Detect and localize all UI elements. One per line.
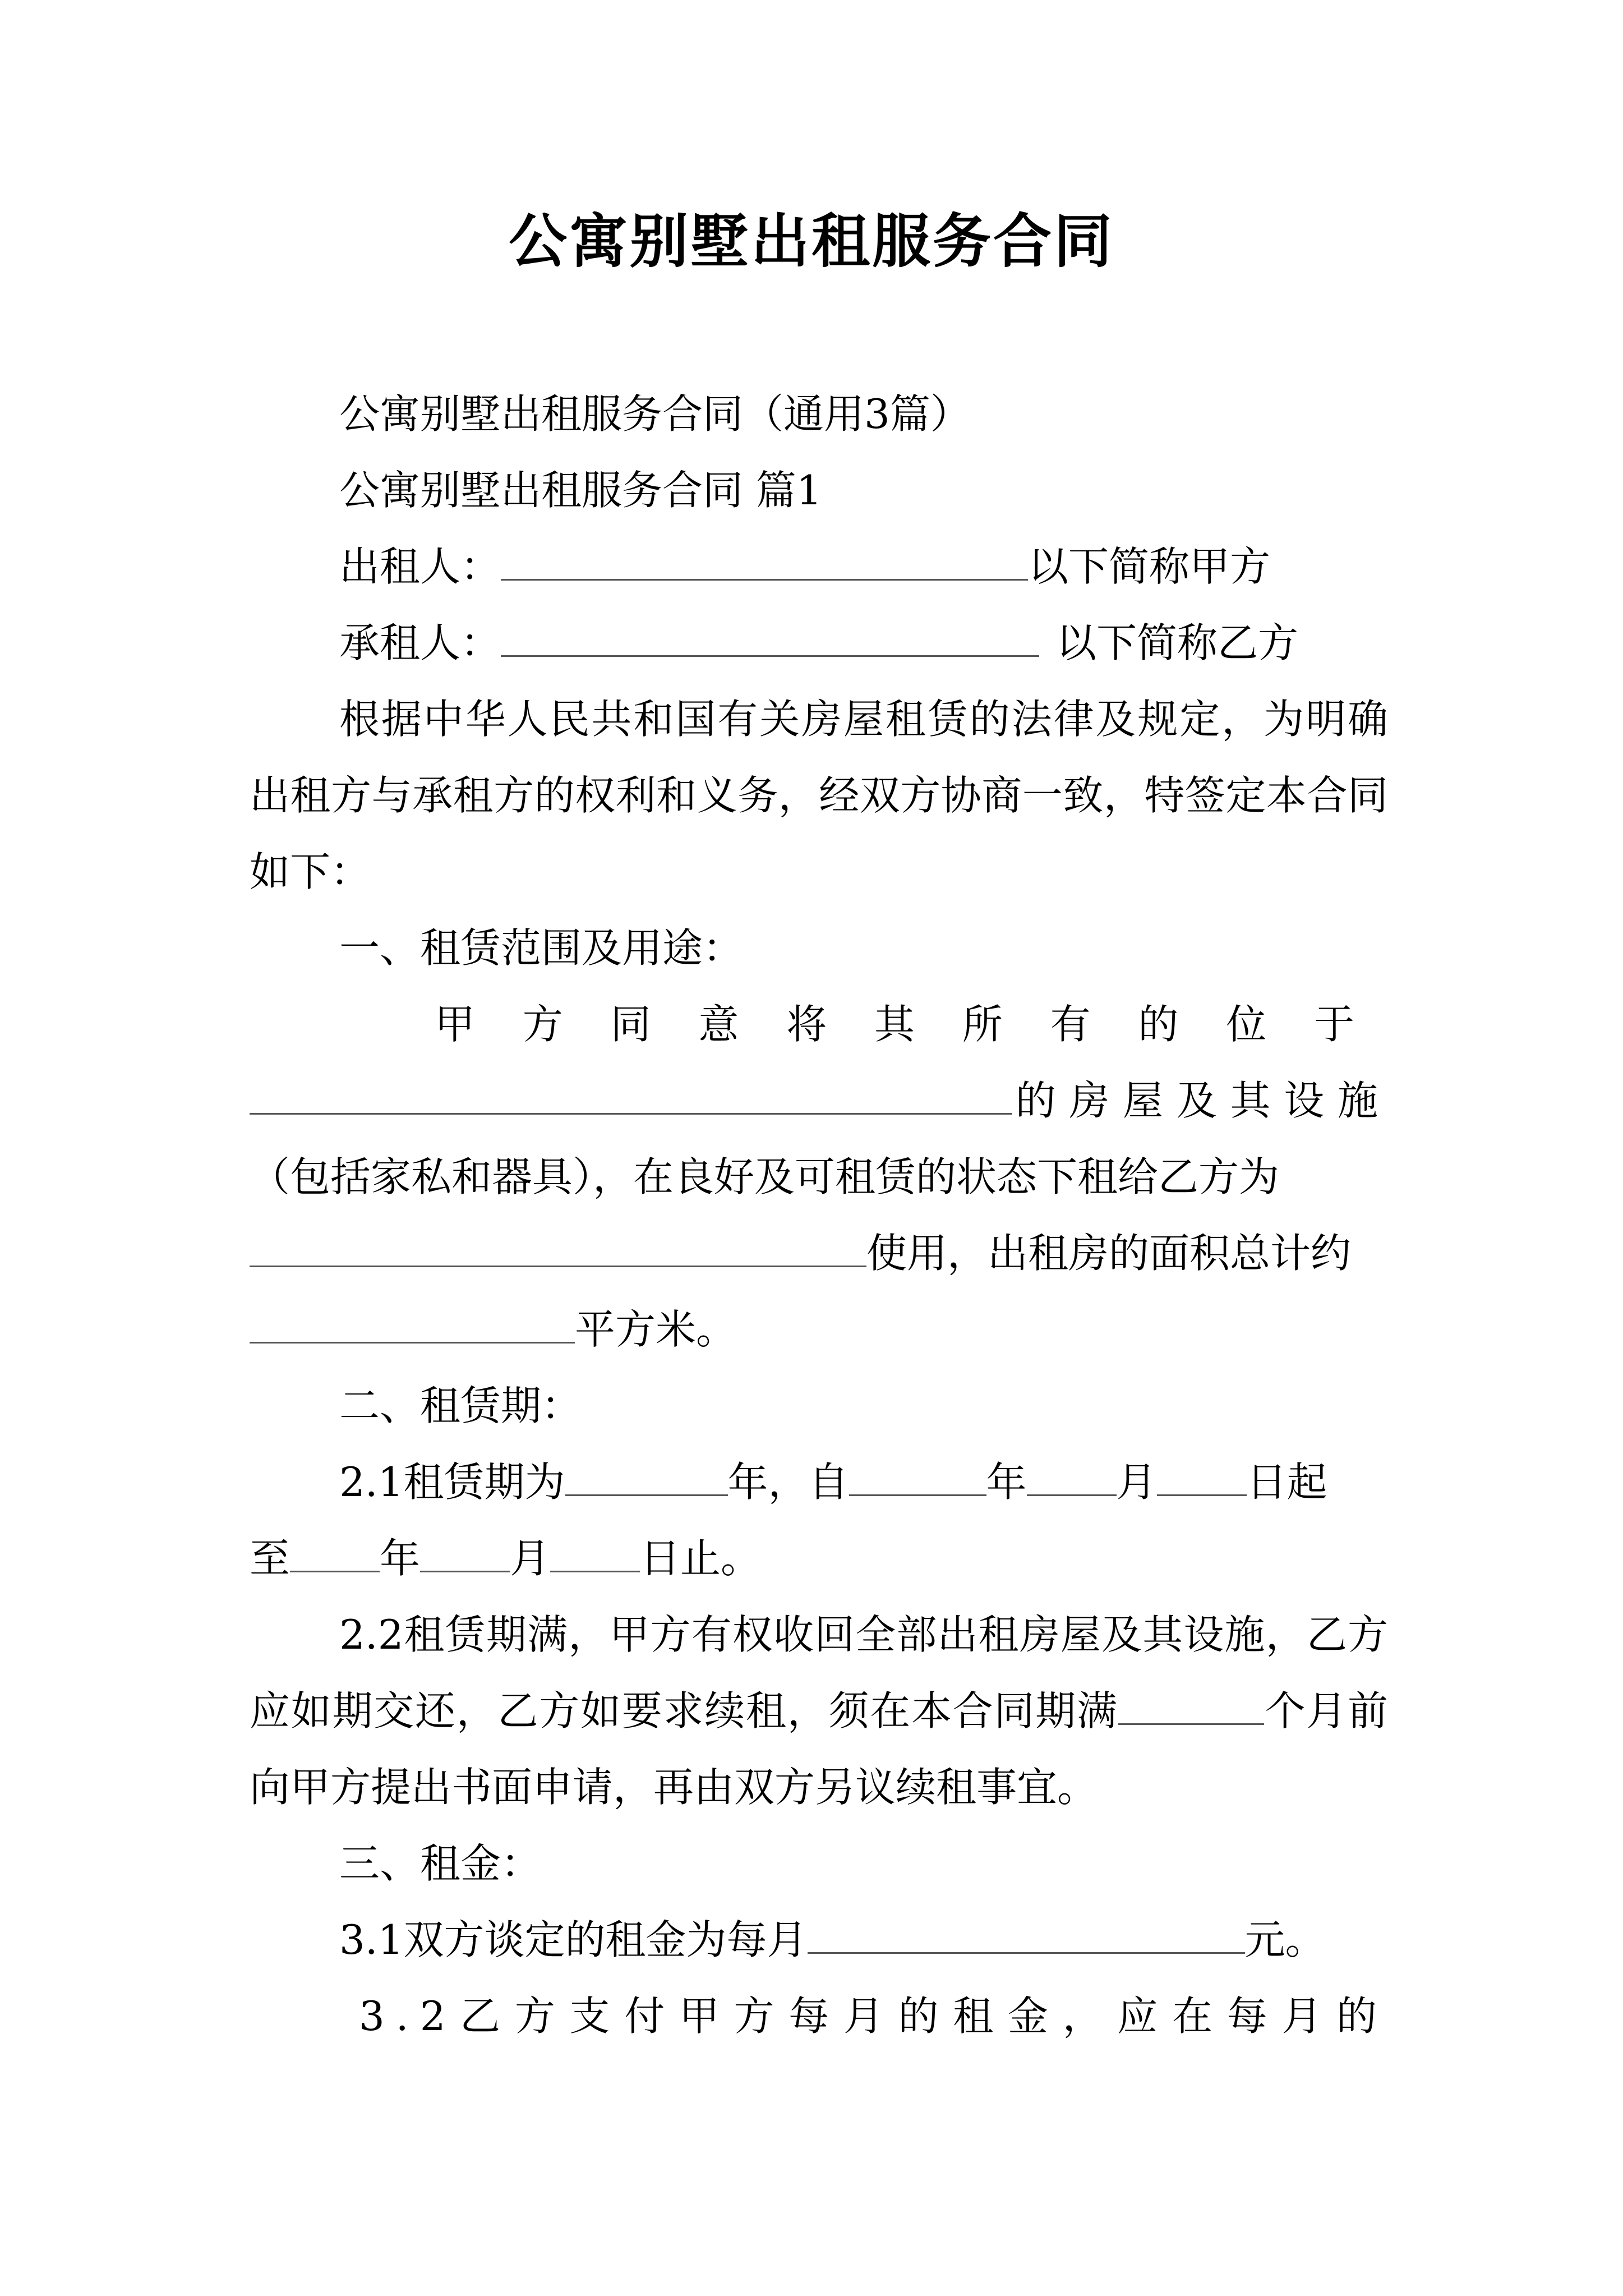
area-blank [250,1307,575,1343]
clause-2-1-text: 日起 [1246,1458,1327,1506]
clause-2-1-text: 月 [510,1535,551,1582]
clause-2-1-text: 至 [250,1535,291,1582]
section1-line2-suffix: 的房屋及其设施 [1012,1077,1388,1124]
document-title: 公寓别墅出租服务合同 [508,206,1114,275]
location-blank [250,1078,1012,1115]
clause-2-1-text: 日止。 [640,1535,762,1582]
lessor-line [250,528,1388,605]
start-day-blank [1157,1460,1247,1496]
renewal-months-blank [1118,1688,1264,1725]
clause-2-1-line1 [250,1444,1388,1520]
clause-2-1-text: 年 [986,1458,1027,1506]
section3-heading: 三、租金： [339,1840,542,1887]
clause-3-1 [250,1902,1388,1978]
lessee-blank [501,620,1039,657]
subtitle: 公寓别墅出租服务合同（通用3篇） [339,390,971,438]
section1-line3: （包括家私和器具），在良好及可租赁的状态下租给乙方为 [250,1153,1280,1200]
clause-2-1-text: 年，自 [727,1458,849,1506]
section1-line4-suffix: 使用，出租房的面积总计约 [866,1230,1352,1277]
lessor-blank [501,544,1028,581]
section1-line1: 甲方同意将其所有的位于 [435,1001,1388,1048]
lessee-label: 承租人： [339,619,501,666]
clause-2-1-line2 [250,1520,1388,1596]
start-year-blank [849,1460,986,1496]
section1-line5-suffix: 平方米。 [575,1306,737,1353]
clause-3-1-text: 3.1双方谈定的租金为每月 [339,1916,808,1963]
clause-2-2-text: 2.2租赁期满，甲方有权收回全部出租房屋及其设施，乙方应如期交还，乙方如要求续租，须在本合同期满 [250,1611,1388,1734]
document-body [250,376,1388,2054]
end-year-blank [290,1536,380,1572]
section1-heading: 一、租赁范围及用途： [339,924,744,972]
monthly-rent-blank [808,1917,1245,1954]
clause-2-1-text: 年 [380,1535,421,1582]
clause-2-1-text: 2.1租赁期为 [339,1458,565,1506]
part-heading: 公寓别墅出租服务合同 篇1 [339,467,822,514]
lessor-label: 出租人： [339,543,501,590]
usage-blank [250,1231,866,1267]
start-month-blank [1027,1460,1117,1496]
end-month-blank [420,1536,510,1572]
clause-2-2-text: 个月前向甲方提出书面申请，再由双方另议续租事宜。 [250,1687,1388,1811]
lessor-suffix: 以下简称甲方 [1028,543,1271,590]
clause-3-1-text: 元。 [1244,1916,1326,1963]
clause-2-1-text: 月 [1116,1458,1157,1506]
lessee-suffix: 以下简称乙方 [1056,619,1299,666]
clause-2-2 [250,1596,1388,1825]
section1-line4 [250,1215,1388,1291]
section1-line5 [250,1291,1388,1368]
clause-3-2: 3.2乙方支付甲方每月的租金，应在每月的 [359,1993,1388,2040]
lessee-line [250,605,1388,681]
section1-line2 [250,1062,1388,1139]
end-day-blank [550,1536,640,1572]
section2-heading: 二、租赁期： [339,1382,582,1429]
term-years-blank [565,1460,728,1496]
preamble-paragraph: 根据中华人民共和国有关房屋租赁的法律及规定，为明确出租方与承租方的权利和义务，经双方协商一致，特签定本合同如下： [250,696,1388,895]
